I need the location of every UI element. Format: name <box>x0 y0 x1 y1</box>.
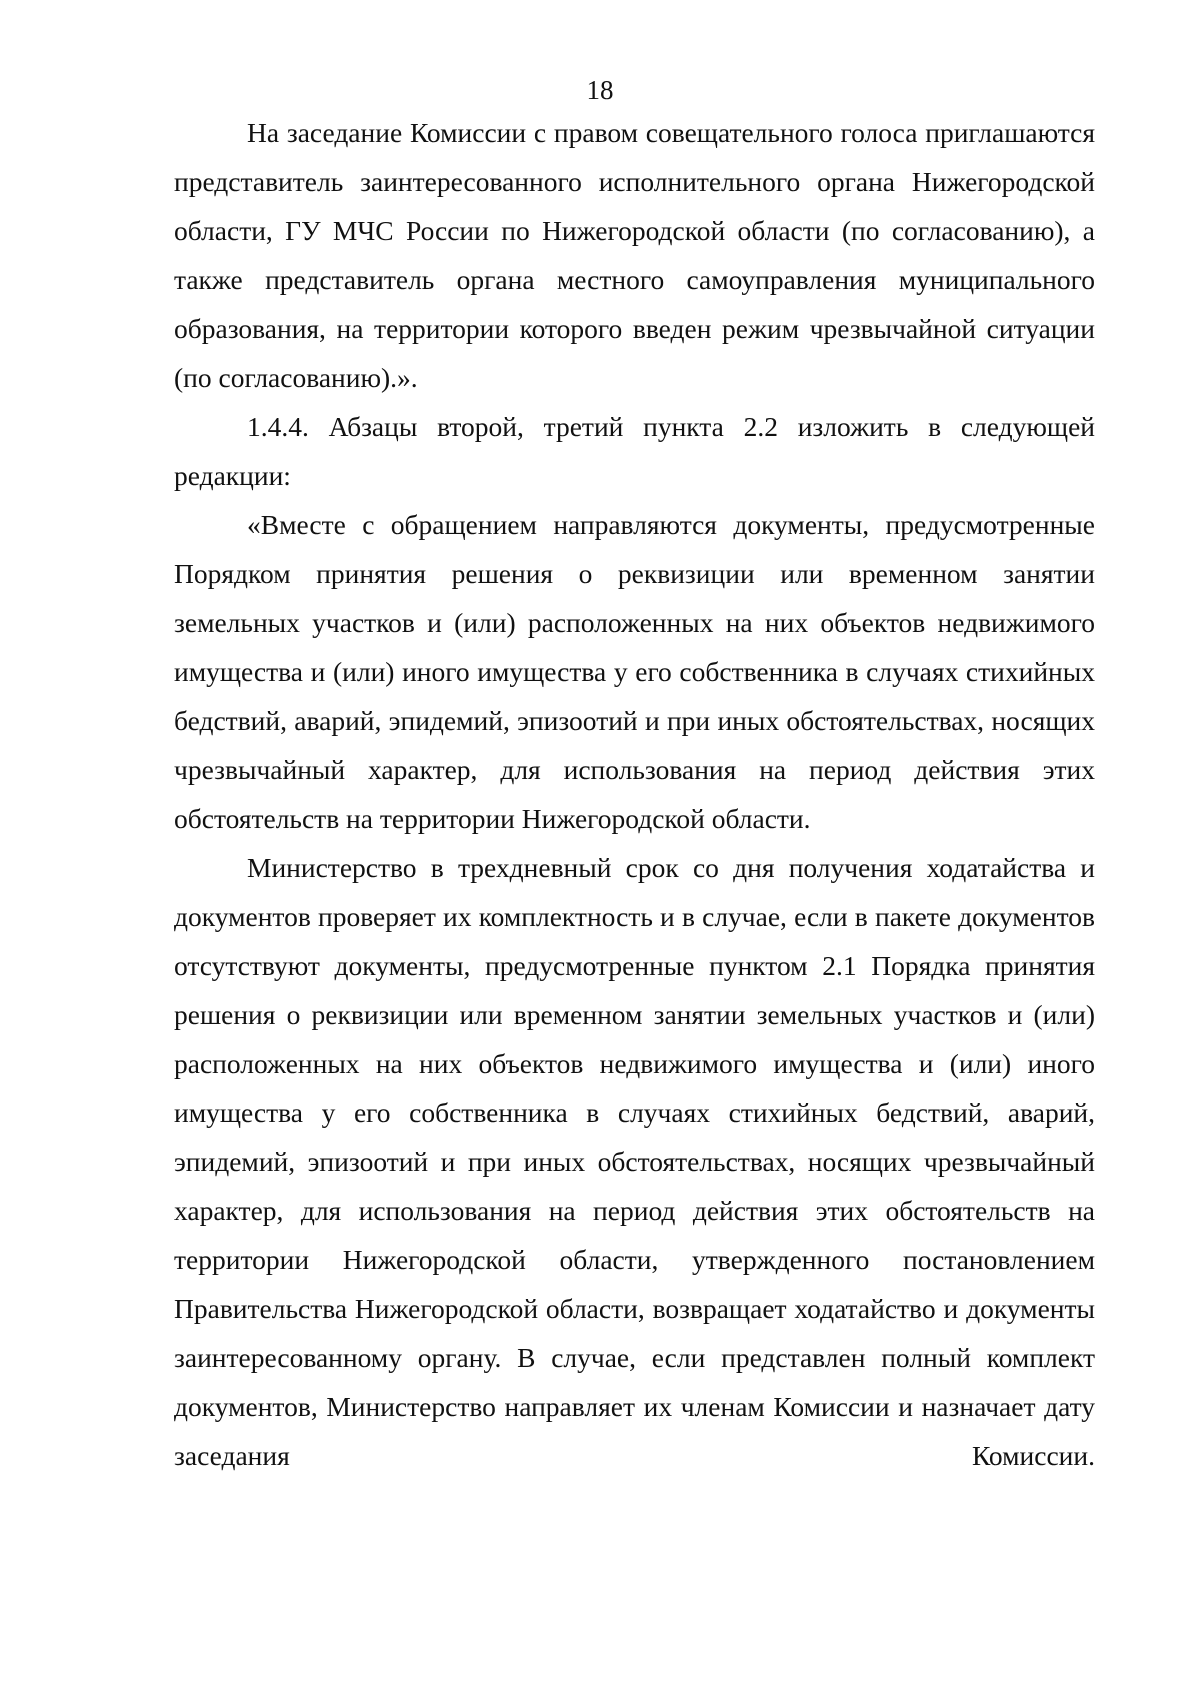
document-body <box>174 108 1095 1480</box>
paragraph-amendment-1-4-4: 1.4.4. Абзацы второй, третий пункта 2.2 изложить в следующей редакции: <box>174 411 1095 491</box>
paragraph-ministry-review: Министерство в трехдневный срок со дня получения ходатайства и документов проверяет их комплектность и в случае, если в пакете документов отсутствуют документы, предусмотренные пунктом 2.1 Порядка принятия решения о реквизиции или временном занятии земельных участков и (или) расположенных на них объектов недвижимого имущества и (или) иного имущества у его собственника в случаях стихийных бедствий, аварий, эпидемий, эпизоотий и при иных обстоятельствах, носящих чрезвычайный характер, для использования на период действия этих обстоятельств на территории Нижегородской области, утвержденного постановлением Правительства Нижегородской области, возвращает ходатайство и документы заинтересованному органу. В случае, если представлен полный комплект документов, Министерство направляет их членам Комиссии и назначает дату заседания Комиссии. <box>174 852 1095 1471</box>
page-number: 18 <box>586 75 614 105</box>
paragraph-documents-attached: «Вместе с обращением направляются документы, предусмотренные Порядком принятия решения о реквизиции или временном занятии земельных участков и (или) расположенных на них объектов недвижимого имущества и (или) иного имущества у его собственника в случаях стихийных бедствий, аварий, эпидемий, эпизоотий и при иных обстоятельствах, носящих чрезвычайный характер, для использования на период действия этих обстоятельств на территории Нижегородской области. <box>174 509 1095 834</box>
paragraph-commission-invitees: На заседание Комиссии с правом совещательного голоса приглашаются представитель заинтересованного исполнительного органа Нижегородской области, ГУ МЧС России по Нижегородской области (по согласованию), а также представитель органа местного самоуправления муниципального образования, на территории которого введен режим чрезвычайной ситуации (по согласованию).». <box>174 117 1095 393</box>
